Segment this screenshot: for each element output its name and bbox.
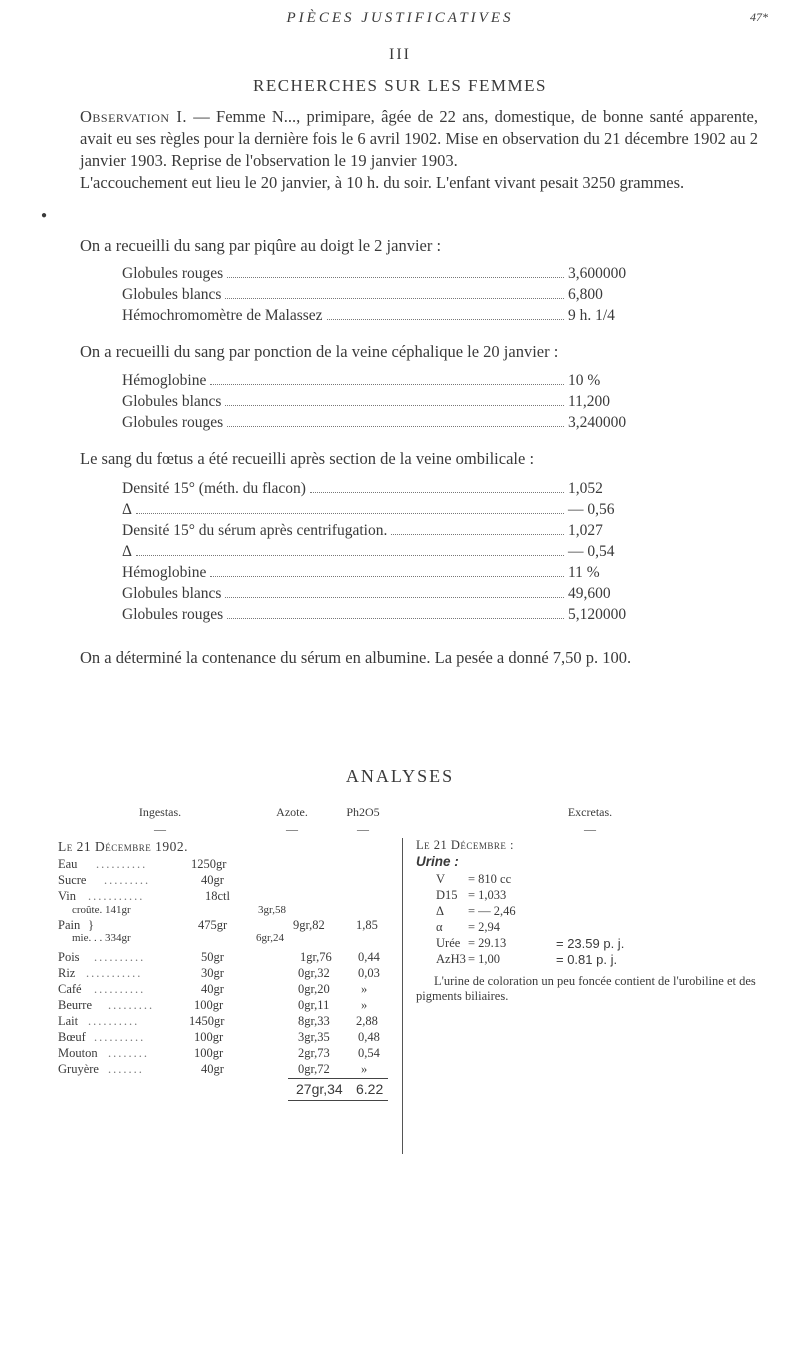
list-item: Globules blancs 49,600 <box>122 585 611 602</box>
observation-lead: Observation I. <box>80 107 187 126</box>
bullet-mark: ● <box>41 210 48 221</box>
dash: — <box>357 822 369 836</box>
block2-list <box>122 372 654 435</box>
list-item: Δ = — 2,46 <box>436 904 516 918</box>
list-item: Hémoglobine 10 % <box>122 372 601 389</box>
block1-list <box>122 265 654 328</box>
total-rule <box>288 1100 388 1101</box>
list-item: Δ — 0,56 <box>122 501 615 518</box>
block1-intro: On a recueilli du sang par piqûre au doigt le 2 janvier : <box>80 236 442 255</box>
block3-list <box>122 480 654 627</box>
urine-note: L'urine de coloration un peu foncée contient de l'urobiline et des pigments biliaires. <box>416 974 756 1003</box>
observation-paragraph <box>58 106 758 194</box>
delivery-text: L'accouchement eut lieu le 20 janvier, à 10 h. du soir. L'enfant vivant pesait 3250 grammes. <box>80 173 685 192</box>
section-number: III <box>389 46 411 63</box>
block3-intro: Le sang du fœtus a été recueilli après section de la veine ombilicale : <box>80 449 535 468</box>
list-item: AzH3 = 1,00 = 0.81 p. j. <box>436 952 618 967</box>
block2-intro: On a recueilli du sang par ponction de la veine céphalique le 20 janvier : <box>80 342 559 361</box>
excreta-date: Le 21 Décembre : <box>416 838 515 852</box>
list-item: Globules rouges 5,120000 <box>122 606 627 623</box>
list-item: V = 810 cc <box>436 872 512 886</box>
list-item: D15 = 1,033 <box>436 888 507 902</box>
excreta-block <box>416 838 766 1004</box>
list-item: Densité 15° (méth. du flacon) 1,052 <box>122 480 603 497</box>
albumin-paragraph: On a déterminé la contenance du sérum en albumine. La pesée a donné 7,50 p. 100. <box>80 648 632 667</box>
table-date: Le 21 Décembre 1902. <box>58 839 188 854</box>
list-item: Globules blancs 11,200 <box>122 393 611 410</box>
observation-text: — Femme N..., primipare, âgée de 22 ans, domestique, de bonne santé apparente, avait eu ses règles pour la dernière fois le 6 avril 1902. Mise en observation du 21 décembre 1902 au 2 janvier 1903. Reprise de l'observation le 19 janvier 1903. <box>80 107 758 170</box>
list-item: Globules rouges 3,600000 <box>122 265 627 282</box>
list-item: Hémochromomètre de Malassez 9 h. 1/4 <box>122 307 615 324</box>
list-item: Densité 15° du sérum après centrifugation. 1,027 <box>122 522 603 539</box>
urine-label: Urine : <box>416 854 459 869</box>
list-item: Δ — 0,54 <box>122 543 615 560</box>
list-item: α = 2,94 <box>436 920 501 934</box>
list-item: Hémoglobine 11 % <box>122 564 600 581</box>
list-item: Globules blancs 6,800 <box>122 286 603 303</box>
col-header-excreta: Excretas. <box>567 805 613 819</box>
section-title: RECHERCHES SUR LES FEMMES <box>253 76 547 95</box>
dash: — <box>154 822 166 836</box>
total-rule <box>288 1078 388 1079</box>
list-item: Urée = 29.13 = 23.59 p. j. <box>436 936 625 951</box>
dash: — <box>584 822 596 836</box>
dash: — <box>286 822 298 836</box>
col-header-ingesta: Ingestas. <box>138 805 182 819</box>
column-divider <box>402 838 403 1154</box>
list-item: Globules rouges 3,240000 <box>122 414 627 431</box>
analyses-title: ANALYSES <box>345 766 455 786</box>
col-header-azote: Azote. <box>276 805 308 819</box>
running-header: PIÈCES JUSTIFICATIVES <box>286 10 514 26</box>
page-number: 47* <box>750 10 768 24</box>
col-header-ph2o5: Ph2O5 <box>346 805 380 819</box>
